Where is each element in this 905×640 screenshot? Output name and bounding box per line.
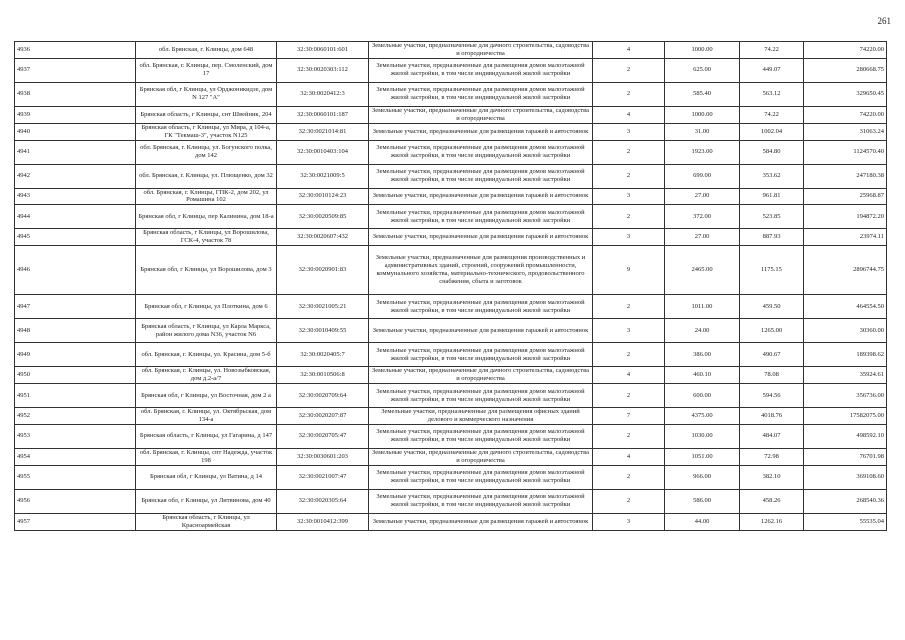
- cell-area: 625.00: [665, 58, 740, 82]
- cell-cadastral-value: 74220.00: [804, 106, 887, 123]
- cell-specific-value: 458.26: [740, 489, 804, 513]
- table-row: [15, 295, 887, 319]
- cell-group-code: 9: [593, 246, 665, 295]
- cell-area: 1000.00: [665, 42, 740, 59]
- cell-group-code: 2: [593, 82, 665, 106]
- cell-cadastral-value: 356736.00: [804, 384, 887, 408]
- table-row: [15, 82, 887, 106]
- cell-group-code: 3: [593, 229, 665, 246]
- cell-group-code: 3: [593, 319, 665, 343]
- cell-cadastral-value: 369108.60: [804, 465, 887, 489]
- table-row: [15, 140, 887, 164]
- cell-land-use-type: Земельные участки, предназначенные для размещения домов малоэтажной жилой застройки, в том числе индивидуальной жилой застройки: [369, 82, 593, 106]
- cell-area: 24.00: [665, 319, 740, 343]
- cell-land-use-type: Земельные участки, предназначенные для размещения домов малоэтажной жилой застройки, в том числе индивидуальной жилой застройки: [369, 58, 593, 82]
- cell-group-code: 3: [593, 123, 665, 140]
- cell-row-number: 4946: [15, 246, 136, 295]
- cell-area: 1030.00: [665, 424, 740, 448]
- cell-address: обл. Брянская, г. Клинцы, снт Надежда, участок 198: [136, 448, 277, 465]
- cell-address: Брянская область, г Клинцы, ул Гагарина, д 147: [136, 424, 277, 448]
- cell-specific-value: 961.81: [740, 188, 804, 205]
- cell-cadastral-value: 74220.00: [804, 42, 887, 59]
- table-row: [15, 205, 887, 229]
- cell-land-use-type: Земельные участки, предназначенные для размещения домов малоэтажной жилой застройки, в том числе индивидуальной жилой застройки: [369, 343, 593, 367]
- cell-specific-value: 484.07: [740, 424, 804, 448]
- cell-area: 372.00: [665, 205, 740, 229]
- cell-row-number: 4949: [15, 343, 136, 367]
- cell-specific-value: 523.85: [740, 205, 804, 229]
- cell-group-code: 3: [593, 513, 665, 530]
- cell-specific-value: 1262.16: [740, 513, 804, 530]
- cell-address: обл. Брянская, г. Клинцы, ул. Красина, дом 5-б: [136, 343, 277, 367]
- cell-row-number: 4955: [15, 465, 136, 489]
- cell-row-number: 4944: [15, 205, 136, 229]
- cell-address: обл. Брянская, г. Клинцы, дом 648: [136, 42, 277, 59]
- cell-cadastral-number: 32:30:0020705:47: [277, 424, 369, 448]
- cell-area: 386.00: [665, 343, 740, 367]
- cell-cadastral-number: 32:30:0020412:3: [277, 82, 369, 106]
- cell-row-number: 4954: [15, 448, 136, 465]
- cell-group-code: 2: [593, 465, 665, 489]
- cell-address: обл. Брянская, г. Клинцы, ул. Богунского полка, дом 142: [136, 140, 277, 164]
- cell-row-number: 4938: [15, 82, 136, 106]
- cell-area: 1923.00: [665, 140, 740, 164]
- cell-land-use-type: Земельные участки, предназначенные для размещения производственных и административных зданий, строений, сооружений промышленности, коммунального хозяйства, материально-технического, продовольственного снабжения, сбыта и заготовок: [369, 246, 593, 295]
- cell-group-code: 4: [593, 367, 665, 384]
- cell-specific-value: 74.22: [740, 106, 804, 123]
- cell-area: 1051.00: [665, 448, 740, 465]
- cell-specific-value: 72.98: [740, 448, 804, 465]
- table-row: [15, 465, 887, 489]
- cell-specific-value: 594.56: [740, 384, 804, 408]
- cell-cadastral-value: 464554.50: [804, 295, 887, 319]
- cell-land-use-type: Земельные участки, предназначенные для размещения гаражей и автостоянок: [369, 229, 593, 246]
- table-row: [15, 42, 887, 59]
- cell-cadastral-value: 268540.36: [804, 489, 887, 513]
- cell-cadastral-number: 32:30:0020303:112: [277, 58, 369, 82]
- cell-row-number: 4936: [15, 42, 136, 59]
- cell-cadastral-value: 55535.04: [804, 513, 887, 530]
- cell-specific-value: 459.50: [740, 295, 804, 319]
- cell-land-use-type: Земельные участки, предназначенные для размещения домов малоэтажной жилой застройки, в том числе индивидуальной жилой застройки: [369, 424, 593, 448]
- cell-address: Брянская обл, г Клинцы, ул Плоткина, дом 6: [136, 295, 277, 319]
- cell-land-use-type: Земельные участки, предназначенные для размещения домов малоэтажной жилой застройки, в том числе индивидуальной жилой застройки: [369, 295, 593, 319]
- cell-specific-value: 1265.00: [740, 319, 804, 343]
- cell-cadastral-value: 2896744.75: [804, 246, 887, 295]
- cell-cadastral-number: 32:30:0010506:8: [277, 367, 369, 384]
- table-row: [15, 489, 887, 513]
- cell-group-code: 4: [593, 106, 665, 123]
- cell-cadastral-value: 247180.38: [804, 164, 887, 188]
- cell-row-number: 4947: [15, 295, 136, 319]
- cell-cadastral-number: 32:30:0020901:83: [277, 246, 369, 295]
- table-row: [15, 513, 887, 530]
- cell-land-use-type: Земельные участки, предназначенные для размещения домов малоэтажной жилой застройки, в том числе индивидуальной жилой застройки: [369, 140, 593, 164]
- cell-group-code: 2: [593, 343, 665, 367]
- cell-specific-value: 584.80: [740, 140, 804, 164]
- cell-cadastral-number: 32:30:0020709:64: [277, 384, 369, 408]
- table-row: [15, 58, 887, 82]
- cell-cadastral-number: 32:30:0030601:203: [277, 448, 369, 465]
- cell-group-code: 4: [593, 42, 665, 59]
- cell-cadastral-value: 30360.00: [804, 319, 887, 343]
- cell-land-use-type: Земельные участки, предназначенные для размещения гаражей и автостоянок: [369, 319, 593, 343]
- cell-address: Брянская обл, г Клинцы, ул Восточная, дом 2 а: [136, 384, 277, 408]
- cell-specific-value: 78.08: [740, 367, 804, 384]
- cell-specific-value: 490.67: [740, 343, 804, 367]
- cell-cadastral-number: 32:30:0021014:81: [277, 123, 369, 140]
- cell-area: 27.00: [665, 188, 740, 205]
- cell-address: Брянская область, г Клинцы, ул Карла Маркса, район жилого дома N36, участок N6: [136, 319, 277, 343]
- cell-address: обл. Брянская, г. Клинцы, пер. Смоленский, дом 17: [136, 58, 277, 82]
- cell-group-code: 2: [593, 384, 665, 408]
- cell-group-code: 2: [593, 295, 665, 319]
- cell-land-use-type: Земельные участки, предназначенные для размещения гаражей и автостоянок: [369, 188, 593, 205]
- cell-cadastral-number: 32:30:0020405:7: [277, 343, 369, 367]
- cell-group-code: 2: [593, 140, 665, 164]
- table-row: [15, 164, 887, 188]
- cell-cadastral-value: 23974.11: [804, 229, 887, 246]
- table-row: [15, 246, 887, 295]
- cell-cadastral-value: 17582075.00: [804, 408, 887, 425]
- cell-row-number: 4952: [15, 408, 136, 425]
- cell-address: Брянская обл, г Клинцы, ул Литвинова, дом 40: [136, 489, 277, 513]
- table-row: [15, 448, 887, 465]
- cell-cadastral-number: 32:30:0010412:399: [277, 513, 369, 530]
- cell-address: обл. Брянская, г. Клинцы, ул. Плющенко, дом 32: [136, 164, 277, 188]
- cell-land-use-type: Земельные участки, предназначенные для дачного строительства, садоводства и огородничества: [369, 367, 593, 384]
- cell-land-use-type: Земельные участки, предназначенные для дачного строительства, садоводства и огородничества: [369, 106, 593, 123]
- cell-row-number: 4951: [15, 384, 136, 408]
- cell-area: 31.00: [665, 123, 740, 140]
- cell-cadastral-number: 32:30:0021005:21: [277, 295, 369, 319]
- cell-cadastral-number: 32:30:0010409:55: [277, 319, 369, 343]
- cell-address: Брянская область, г Клинцы, ул Красноармейская: [136, 513, 277, 530]
- cell-specific-value: 1175.15: [740, 246, 804, 295]
- cell-area: 966.00: [665, 465, 740, 489]
- table-row: [15, 408, 887, 425]
- cadastral-value-table: [14, 41, 887, 531]
- table-row: [15, 229, 887, 246]
- cell-address: Брянская обл, г Клинцы, ул Ворошилова, дом 3: [136, 246, 277, 295]
- table-row: [15, 188, 887, 205]
- cell-area: 586.00: [665, 489, 740, 513]
- cell-row-number: 4953: [15, 424, 136, 448]
- cell-land-use-type: Земельные участки, предназначенные для размещения офисных зданий делового и коммерческого назначения: [369, 408, 593, 425]
- cell-cadastral-number: 32:30:0060101:187: [277, 106, 369, 123]
- cell-cadastral-value: 25968.87: [804, 188, 887, 205]
- cell-land-use-type: Земельные участки, предназначенные для размещения домов малоэтажной жилой застройки, в том числе индивидуальной жилой застройки: [369, 384, 593, 408]
- cell-area: 699.00: [665, 164, 740, 188]
- cell-land-use-type: Земельные участки, предназначенные для размещения домов малоэтажной жилой застройки, в том числе индивидуальной жилой застройки: [369, 489, 593, 513]
- table-row: [15, 123, 887, 140]
- cell-land-use-type: Земельные участки, предназначенные для размещения гаражей и автостоянок: [369, 123, 593, 140]
- cell-address: Брянская область, г Клинцы, ул Мира, д 104-а, ГК "Текмаш-3", участок N125: [136, 123, 277, 140]
- cell-specific-value: 449.07: [740, 58, 804, 82]
- cell-row-number: 4957: [15, 513, 136, 530]
- table-row: [15, 367, 887, 384]
- cell-row-number: 4948: [15, 319, 136, 343]
- cell-group-code: 2: [593, 489, 665, 513]
- cell-area: 585.40: [665, 82, 740, 106]
- cell-cadastral-number: 32:30:0020509:85: [277, 205, 369, 229]
- cell-cadastral-value: 35924.61: [804, 367, 887, 384]
- cell-cadastral-value: 189398.62: [804, 343, 887, 367]
- cell-land-use-type: Земельные участки, предназначенные для размещения домов малоэтажной жилой застройки, в том числе индивидуальной жилой застройки: [369, 164, 593, 188]
- cell-group-code: 2: [593, 164, 665, 188]
- cell-cadastral-number: 32:30:0021007:47: [277, 465, 369, 489]
- cell-specific-value: 4018.76: [740, 408, 804, 425]
- cell-cadastral-value: 280668.75: [804, 58, 887, 82]
- cell-cadastral-number: 32:30:0010124:23: [277, 188, 369, 205]
- cell-cadastral-value: 498592.10: [804, 424, 887, 448]
- cell-area: 600.00: [665, 384, 740, 408]
- cell-row-number: 4940: [15, 123, 136, 140]
- cell-group-code: 2: [593, 58, 665, 82]
- cell-group-code: 7: [593, 408, 665, 425]
- cell-row-number: 4941: [15, 140, 136, 164]
- cell-group-code: 2: [593, 424, 665, 448]
- table-row: [15, 319, 887, 343]
- cell-area: 2465.00: [665, 246, 740, 295]
- table-row: [15, 106, 887, 123]
- cell-row-number: 4950: [15, 367, 136, 384]
- cell-land-use-type: Земельные участки, предназначенные для дачного строительства, садоводства и огородничества: [369, 42, 593, 59]
- cell-row-number: 4942: [15, 164, 136, 188]
- cell-specific-value: 382.10: [740, 465, 804, 489]
- cell-cadastral-number: 32:30:0060101:601: [277, 42, 369, 59]
- table-row: [15, 384, 887, 408]
- cell-group-code: 3: [593, 188, 665, 205]
- cell-specific-value: 1002.04: [740, 123, 804, 140]
- cell-group-code: 4: [593, 448, 665, 465]
- cell-land-use-type: Земельные участки, предназначенные для размещения домов малоэтажной жилой застройки, в том числе индивидуальной жилой застройки: [369, 205, 593, 229]
- table-row: [15, 343, 887, 367]
- cell-row-number: 4945: [15, 229, 136, 246]
- cell-address: Брянская область, г Клинцы, ул Ворошилова, ГСК-4, участок 78: [136, 229, 277, 246]
- cell-address: Брянская область, г Клинцы, снт Швейник, 204: [136, 106, 277, 123]
- cell-area: 1000.00: [665, 106, 740, 123]
- cell-row-number: 4956: [15, 489, 136, 513]
- cell-cadastral-number: 32:30:0020207:87: [277, 408, 369, 425]
- cell-cadastral-value: 329650.45: [804, 82, 887, 106]
- cell-row-number: 4943: [15, 188, 136, 205]
- cell-land-use-type: Земельные участки, предназначенные для дачного строительства, садоводства и огородничества: [369, 448, 593, 465]
- cell-group-code: 2: [593, 205, 665, 229]
- cell-specific-value: 353.62: [740, 164, 804, 188]
- cell-cadastral-number: 32:30:0020607:432: [277, 229, 369, 246]
- cell-address: обл. Брянская, г. Клинцы, ул. Новозыбковская, дом д.2-а/7: [136, 367, 277, 384]
- cell-cadastral-value: 194872.20: [804, 205, 887, 229]
- cell-address: Брянская обл, г Клинцы, ул Орджоникидзе, дом N 127 "А": [136, 82, 277, 106]
- cell-land-use-type: Земельные участки, предназначенные для размещения домов малоэтажной жилой застройки, в том числе индивидуальной жилой застройки: [369, 465, 593, 489]
- cell-address: обл. Брянская, г. Клинцы, ул. Октябрьская, дом 134-а: [136, 408, 277, 425]
- cell-cadastral-number: 32:30:0020305:64: [277, 489, 369, 513]
- cell-row-number: 4939: [15, 106, 136, 123]
- table-body: [15, 42, 887, 531]
- cell-specific-value: 887.93: [740, 229, 804, 246]
- cell-cadastral-number: 32:30:0010403:104: [277, 140, 369, 164]
- cell-row-number: 4937: [15, 58, 136, 82]
- cell-cadastral-value: 31063.24: [804, 123, 887, 140]
- cell-address: обл. Брянская, г. Клинцы, ГПК-2, дом 202, ул Ромашина 102: [136, 188, 277, 205]
- cell-specific-value: 563.12: [740, 82, 804, 106]
- cell-address: Брянская обл, г Клинцы, ул Ватина, д 14: [136, 465, 277, 489]
- cell-specific-value: 74.22: [740, 42, 804, 59]
- cell-cadastral-value: 76701.98: [804, 448, 887, 465]
- cell-cadastral-value: 1124570.40: [804, 140, 887, 164]
- cell-area: 1011.00: [665, 295, 740, 319]
- cell-area: 27.00: [665, 229, 740, 246]
- table-row: [15, 424, 887, 448]
- page-number: 261: [877, 16, 891, 26]
- cell-address: Брянская обл, г Клинцы, пер Калинина, дом 18-а: [136, 205, 277, 229]
- cell-area: 4375.00: [665, 408, 740, 425]
- cell-cadastral-number: 32:30:0021009:5: [277, 164, 369, 188]
- cell-land-use-type: Земельные участки, предназначенные для размещения гаражей и автостоянок: [369, 513, 593, 530]
- cell-area: 44.00: [665, 513, 740, 530]
- cell-area: 460.10: [665, 367, 740, 384]
